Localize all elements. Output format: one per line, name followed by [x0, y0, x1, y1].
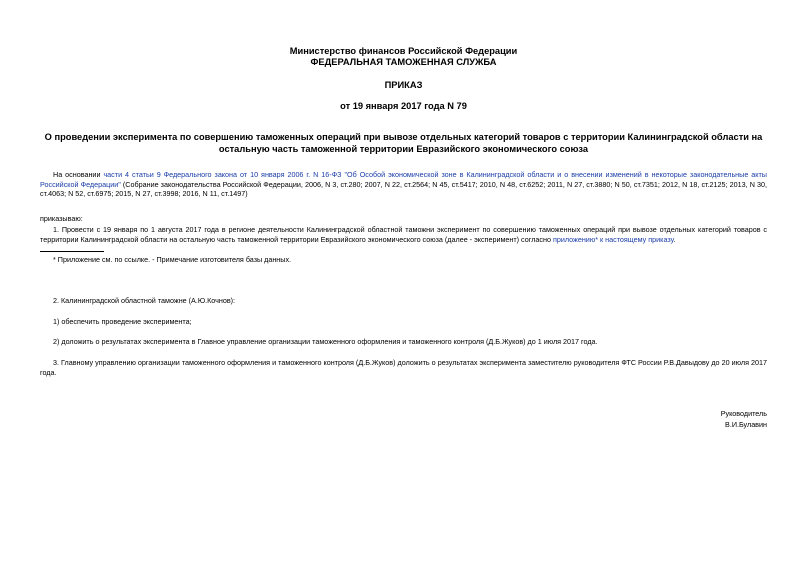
preamble-paragraph [40, 170, 767, 199]
doc-date-number: от 19 января 2017 года N 79 [340, 101, 467, 111]
item-2-2: 2) доложить о результатах эксперимента в Главное управление организации таможенного оформления и таможенного контроля (Д.Б.Жуков) до 1 июля 2017 года. [53, 337, 598, 346]
item-2: 2. Калининградской областной таможне (А.Ю.Кочнов): [53, 296, 236, 305]
service-name: ФЕДЕРАЛЬНАЯ ТАМОЖЕННАЯ СЛУЖБА [310, 57, 497, 67]
preamble-prefix: На основании [53, 170, 104, 179]
ministry-name: Министерство финансов Российской Федерации [289, 46, 518, 56]
appendix-link[interactable]: приложению* к настоящему приказу [552, 234, 674, 244]
item-1-paragraph [40, 225, 767, 244]
order-word: приказываю: [40, 214, 83, 223]
doc-type: ПРИКАЗ [384, 80, 423, 90]
preamble-suffix: (Собрание законодательства Российской Федерации, 2006, N 3, ст.280; 2007, N 22, ст.2564; N 45, ст.5417; 2010, N 48, ст.6252; 2011, N 27, ст.3880; N 50, ст.7351; 2012, N 18, ст.2125; 2013, N 30, ст.4063; N 52, ст.6975; 2015, N 27, ст.3998; 2016, N 11, ст.1497) [40, 179, 767, 199]
item-3: 3. Главному управлению организации таможенного оформления и таможенного контроля (Д.Б.Жуков) доложить о результатах эксперимента заместителю руководителя ФТС России Р.В.Давыдову до 20 июля 2017 года. [40, 358, 767, 377]
item-1-end: . [673, 234, 676, 244]
footnote-divider [40, 251, 104, 252]
signature-position: Руководитель [720, 409, 767, 418]
signature-name: В.И.Булавин [725, 420, 767, 429]
preamble-law-link[interactable]: части 4 статьи 9 Федерального закона от 10 января 2006 г. N 16-ФЗ "Об Особой экономической зоне в Калининградской области и о внесении изменений в некоторые законодательные акты Российской Федерации" [40, 170, 767, 189]
item-1-text: 1. Провести с 19 января по 1 августа 2017 года в регионе деятельности Калининградской областной таможни эксперимент по совершению таможенных операций при вывозе отдельных категорий товаров с территории Калининградской области на остальную часть таможенной территории Евразийского экономического союза (далее - эксперимент) согласно [40, 225, 767, 244]
item-2-1: 1) обеспечить проведение эксперимента; [53, 317, 192, 326]
footnote: * Приложение см. по ссылке. - Примечание изготовителя базы данных. [53, 255, 292, 264]
doc-title: О проведении эксперимента по совершению таможенных операций при вывозе отдельных категорий товаров с территории Калининградской области на остальную часть таможенной территории Евразийского экономического союза [44, 132, 763, 154]
